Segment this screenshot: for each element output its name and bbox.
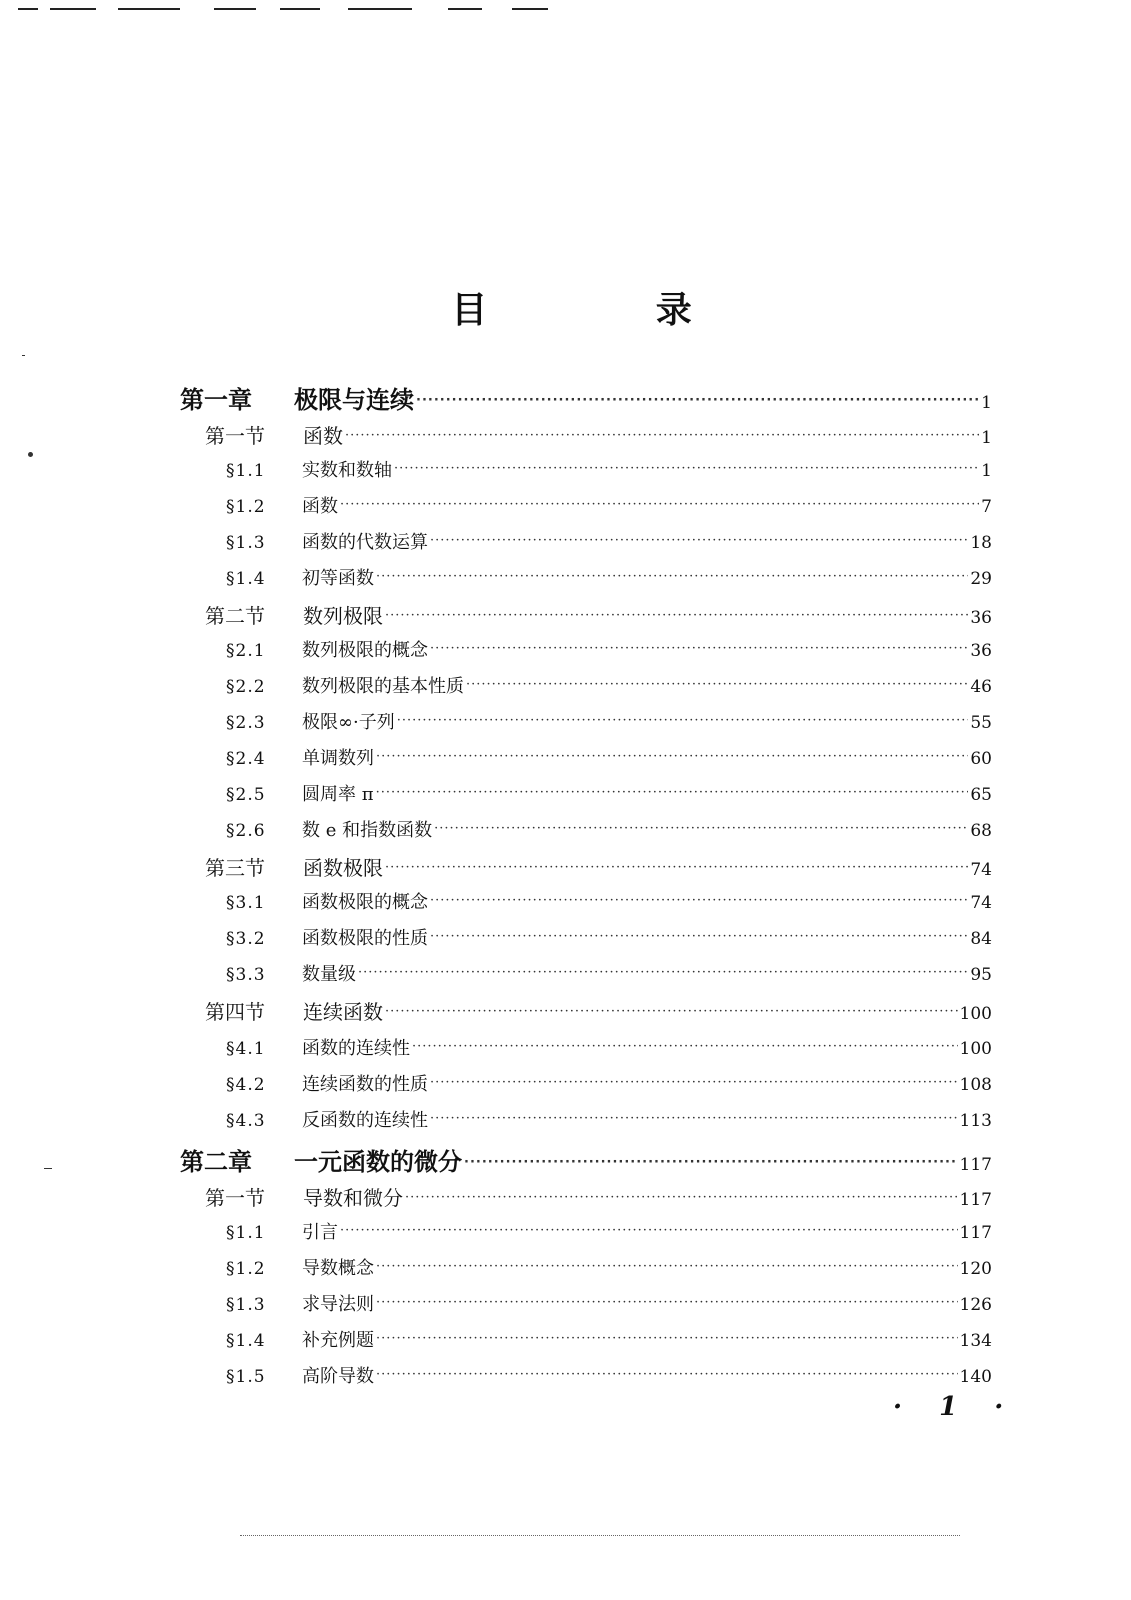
toc-entry-number: §1.1 xyxy=(226,1223,266,1243)
toc-entry-page: 120 xyxy=(959,1259,992,1279)
toc-entry-title: 函数的连续性 xyxy=(302,1038,410,1059)
toc-entry-number: 第一章 xyxy=(180,386,252,414)
scan-speck xyxy=(44,1168,52,1169)
toc-entry-page: 18 xyxy=(970,533,992,553)
toc-entry-number: 第一节 xyxy=(205,424,265,448)
toc-section-row[interactable] xyxy=(205,1182,992,1211)
toc-entry-title: 连续函数 xyxy=(303,1000,383,1024)
toc-sub-row[interactable] xyxy=(226,780,992,806)
scan-bottom-noise xyxy=(240,1535,960,1539)
toc-entry-page: 29 xyxy=(970,569,992,589)
toc-entry-page: 140 xyxy=(959,1367,992,1387)
toc-entry-title: 实数和数轴 xyxy=(302,460,392,481)
toc-entry-title: 数列极限的基本性质 xyxy=(302,676,464,697)
toc-leader-dots xyxy=(466,674,968,692)
toc-sub-row[interactable] xyxy=(226,744,992,770)
toc-entry-page: 134 xyxy=(959,1331,992,1351)
toc-leader-dots xyxy=(416,384,979,408)
toc-sub-row[interactable] xyxy=(226,672,992,698)
toc-leader-dots xyxy=(358,962,968,980)
toc-sub-row[interactable] xyxy=(226,1254,992,1280)
toc-entry-number: §1.2 xyxy=(226,497,266,517)
toc-entry-number: §1.3 xyxy=(226,1295,266,1315)
toc-entry-title: 连续函数的性质 xyxy=(302,1074,428,1095)
toc-leader-dots xyxy=(385,855,968,875)
toc-leader-dots xyxy=(385,603,968,623)
toc-leader-dots xyxy=(430,890,968,908)
toc-entry-title: 函数 xyxy=(302,496,338,517)
toc-chapter-row[interactable] xyxy=(180,380,992,415)
toc-entry-page: 100 xyxy=(959,1004,992,1024)
toc-leader-dots xyxy=(412,1036,958,1054)
toc-entry-title: 函数极限的性质 xyxy=(302,928,428,949)
toc-entry-number: §4.3 xyxy=(226,1111,266,1131)
toc-entry-title: 函数极限 xyxy=(303,856,383,880)
toc-leader-dots xyxy=(376,1256,958,1274)
toc-entry-page: 117 xyxy=(959,1223,992,1243)
scan-edge-marks xyxy=(18,0,558,14)
toc-entry-title: 单调数列 xyxy=(302,748,374,769)
toc-entry-page: 1 xyxy=(981,428,992,448)
toc-entry-number: §2.2 xyxy=(226,677,266,697)
toc-leader-dots xyxy=(430,926,968,944)
toc-entry-title: 数列极限 xyxy=(303,604,383,628)
toc-entry-number: §2.4 xyxy=(226,749,266,769)
toc-section-row[interactable] xyxy=(205,600,992,629)
toc-entry-number: §2.3 xyxy=(226,713,266,733)
toc-leader-dots xyxy=(376,746,968,764)
toc-sub-row[interactable] xyxy=(226,1290,992,1316)
toc-leader-dots xyxy=(340,494,979,512)
toc-leader-dots xyxy=(376,1292,958,1310)
toc-leader-dots xyxy=(394,458,979,476)
toc-sub-row[interactable] xyxy=(226,888,992,914)
toc-leader-dots xyxy=(345,423,979,443)
toc-sub-row[interactable] xyxy=(226,456,992,482)
toc-entry-title: 一元函数的微分 xyxy=(294,1148,462,1176)
toc-leader-dots xyxy=(405,1185,958,1205)
toc-leader-dots xyxy=(464,1146,958,1170)
toc-entry-page: 74 xyxy=(970,860,992,880)
toc-entry-page: 126 xyxy=(959,1295,992,1315)
toc-sub-row[interactable] xyxy=(226,816,992,842)
toc-section-row[interactable] xyxy=(205,996,992,1025)
toc-entry-title: 导数概念 xyxy=(302,1258,374,1279)
toc-entry-number: §4.1 xyxy=(226,1039,266,1059)
toc-entry-page: 117 xyxy=(959,1155,992,1175)
toc-entry-title: 反函数的连续性 xyxy=(302,1110,428,1131)
toc-leader-dots xyxy=(434,818,968,836)
toc-entry-title: 求导法则 xyxy=(302,1294,374,1315)
toc-entry-page: 100 xyxy=(959,1039,992,1059)
toc-sub-row[interactable] xyxy=(226,636,992,662)
toc-entry-page: 46 xyxy=(970,677,992,697)
toc-entry-title: 补充例题 xyxy=(302,1330,374,1351)
toc-entry-number: 第一节 xyxy=(205,1186,265,1210)
toc-sub-row[interactable] xyxy=(226,1326,992,1352)
toc-entry-page: 95 xyxy=(970,965,992,985)
toc-entry-number: §1.1 xyxy=(226,461,266,481)
toc-leader-dots xyxy=(376,566,968,584)
toc-sub-row[interactable] xyxy=(226,1106,992,1132)
toc-entry-number: §4.2 xyxy=(226,1075,266,1095)
toc-entry-title: 数 e 和指数函数 xyxy=(302,820,433,841)
toc-entry-page: 60 xyxy=(970,749,992,769)
toc-leader-dots xyxy=(376,1328,958,1346)
toc-entry-title: 数列极限的概念 xyxy=(302,640,428,661)
toc-sub-row[interactable] xyxy=(226,924,992,950)
toc-entry-page: 36 xyxy=(970,608,992,628)
toc-entry-title: 导数和微分 xyxy=(303,1186,403,1210)
toc-entry-number: §1.2 xyxy=(226,1259,266,1279)
toc-leader-dots xyxy=(430,1072,958,1090)
toc-entry-title: 极限与连续 xyxy=(294,386,414,414)
toc-leader-dots xyxy=(340,1220,958,1238)
toc-entry-number: §1.4 xyxy=(226,569,266,589)
toc-entry-page: 68 xyxy=(970,821,992,841)
toc-leader-dots xyxy=(397,710,969,728)
toc-entry-page: 65 xyxy=(970,785,992,805)
toc-sub-row[interactable] xyxy=(226,960,992,986)
toc-entry-number: §3.3 xyxy=(226,965,266,985)
toc-entry-number: §2.6 xyxy=(226,821,266,841)
toc-entry-title: 函数的代数运算 xyxy=(302,532,428,553)
toc-sub-row[interactable] xyxy=(226,1070,992,1096)
toc-entry-number: 第三节 xyxy=(205,856,265,880)
toc-leader-dots xyxy=(376,782,969,800)
toc-entry-title: 圆周率 π xyxy=(302,784,374,805)
toc-entry-number: §3.2 xyxy=(226,929,266,949)
toc-leader-dots xyxy=(430,638,968,656)
toc-entry-page: 74 xyxy=(970,893,992,913)
toc-entry-page: 108 xyxy=(959,1075,992,1095)
toc-entry-page: 36 xyxy=(970,641,992,661)
page-title: 目 录 xyxy=(451,290,770,331)
toc-entry-number: 第二章 xyxy=(180,1148,252,1176)
page-number: · 1 · xyxy=(893,1392,1018,1422)
scan-speck xyxy=(22,355,25,356)
toc-entry-number: §1.3 xyxy=(226,533,266,553)
toc-entry-page: 7 xyxy=(981,497,992,517)
toc-leader-dots xyxy=(376,1364,958,1382)
toc-entry-page: 113 xyxy=(959,1111,992,1131)
toc-leader-dots xyxy=(430,1108,958,1126)
toc-leader-dots xyxy=(430,530,968,548)
toc-sub-row[interactable] xyxy=(226,528,992,554)
toc-leader-dots xyxy=(385,999,958,1019)
toc-entry-number: §1.4 xyxy=(226,1331,266,1351)
toc-sub-row[interactable] xyxy=(226,708,992,734)
scan-speck xyxy=(28,452,33,457)
toc-entry-number: §1.5 xyxy=(226,1367,266,1387)
toc-entry-title: 初等函数 xyxy=(302,568,374,589)
toc-entry-page: 55 xyxy=(970,713,992,733)
toc-section-row[interactable] xyxy=(205,420,992,449)
toc-sub-row[interactable] xyxy=(226,564,992,590)
toc-section-row[interactable] xyxy=(205,852,992,881)
toc-chapter-row[interactable] xyxy=(180,1142,992,1177)
toc-entry-title: 高阶导数 xyxy=(302,1366,374,1387)
toc-entry-title: 引言 xyxy=(302,1222,338,1243)
toc-sub-row[interactable] xyxy=(226,1362,992,1388)
toc-entry-number: 第二节 xyxy=(205,604,265,628)
toc-entry-title: 函数极限的概念 xyxy=(302,892,428,913)
toc-entry-page: 1 xyxy=(981,393,992,413)
toc-entry-page: 117 xyxy=(959,1190,992,1210)
toc-entry-title: 数量级 xyxy=(302,964,356,985)
toc-entry-number: §3.1 xyxy=(226,893,266,913)
toc-entry-page: 84 xyxy=(970,929,992,949)
toc-entry-page: 1 xyxy=(981,461,992,481)
toc-sub-row[interactable] xyxy=(226,492,992,518)
toc-sub-row[interactable] xyxy=(226,1218,992,1244)
toc-entry-number: §2.5 xyxy=(226,785,266,805)
toc-entry-title: 函数 xyxy=(303,424,343,448)
toc-entry-title: 极限∞·子列 xyxy=(302,712,395,733)
toc-entry-number: 第四节 xyxy=(205,1000,265,1024)
toc-entry-number: §2.1 xyxy=(226,641,266,661)
toc-sub-row[interactable] xyxy=(226,1034,992,1060)
